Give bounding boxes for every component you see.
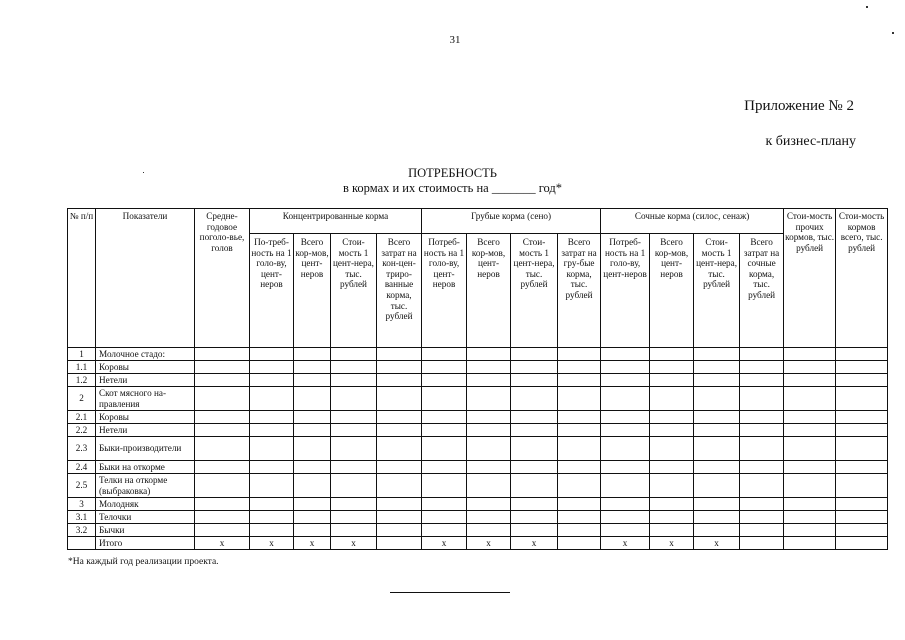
- table-cell: [511, 511, 558, 524]
- table-row: [68, 374, 888, 387]
- header-juicy: Сочные корма (силос, сенаж): [601, 209, 784, 234]
- header-coarse-cost: Всего затрат на гру-бые корма, тыс. рублей: [558, 234, 601, 348]
- table-cell: [601, 511, 650, 524]
- scan-speck: [143, 172, 144, 173]
- total-cell: x: [650, 537, 694, 550]
- header-conc-need: По-треб-ность на 1 голо-ву, цент-неров: [250, 234, 294, 348]
- table-cell: [558, 524, 601, 537]
- table-cell: [558, 361, 601, 374]
- table-cell: [836, 461, 888, 474]
- table-cell: [467, 411, 511, 424]
- table-cell: [331, 511, 377, 524]
- table-row: [68, 424, 888, 437]
- table-cell: [784, 498, 836, 511]
- total-cell: x: [467, 537, 511, 550]
- header-indicator: Показатели: [96, 209, 195, 348]
- total-cell: x: [694, 537, 740, 550]
- table-row: [68, 387, 888, 411]
- table-cell: [836, 387, 888, 411]
- row-indicator: Телки на откорме (выбраковка): [96, 474, 195, 498]
- total-cell: x: [422, 537, 467, 550]
- table-cell: [836, 361, 888, 374]
- table-cell: [377, 524, 422, 537]
- table-cell: [601, 411, 650, 424]
- table-cell: [601, 524, 650, 537]
- table-cell: [650, 374, 694, 387]
- table-row: [68, 511, 888, 524]
- table-cell: [250, 461, 294, 474]
- header-conc-cost: Всего затрат на кон-цен-триро-ванные корма, тыс. рублей: [377, 234, 422, 348]
- document-title-main: ПОТРЕБНОСТЬ: [408, 166, 497, 180]
- row-indicator: Телочки: [96, 511, 195, 524]
- table-cell: [650, 437, 694, 461]
- table-cell: [650, 361, 694, 374]
- row-indicator: Молодняк: [96, 498, 195, 511]
- table-cell: [694, 424, 740, 437]
- header-total-cost: Стои-мость кормов всего, тыс. рублей: [836, 209, 888, 348]
- table-cell: [377, 424, 422, 437]
- table-cell: [250, 524, 294, 537]
- table-cell: [511, 474, 558, 498]
- table-cell: [836, 437, 888, 461]
- row-number: 1.1: [68, 361, 96, 374]
- table-row: [68, 498, 888, 511]
- header-other-cost: Стои-мость прочих кормов, тыс. рублей: [784, 209, 836, 348]
- table-cell: [377, 374, 422, 387]
- table-cell: [195, 474, 250, 498]
- table-cell: [467, 361, 511, 374]
- row-indicator: Быки на откорме: [96, 461, 195, 474]
- total-cell: [784, 537, 836, 550]
- table-cell: [294, 524, 331, 537]
- header-juicy-total: Всего кор-мов, цент-неров: [650, 234, 694, 348]
- table-cell: [694, 387, 740, 411]
- table-cell: [740, 348, 784, 361]
- table-cell: [467, 461, 511, 474]
- table-cell: [650, 424, 694, 437]
- table-cell: [294, 387, 331, 411]
- table-row: [68, 474, 888, 498]
- row-number: 2.3: [68, 437, 96, 461]
- row-indicator: Молочное стадо:: [96, 348, 195, 361]
- table-cell: [558, 474, 601, 498]
- table-cell: [694, 361, 740, 374]
- row-indicator: Быки-производители: [96, 437, 195, 461]
- table-cell: [650, 524, 694, 537]
- table-cell: [331, 461, 377, 474]
- table-cell: [195, 437, 250, 461]
- document-title-sub: в кормах и их стоимость на _______ год*: [342, 181, 563, 195]
- table-cell: [511, 524, 558, 537]
- table-cell: [650, 411, 694, 424]
- table-cell: [694, 437, 740, 461]
- table-cell: [511, 461, 558, 474]
- table-cell: [511, 437, 558, 461]
- table-cell: [250, 474, 294, 498]
- table-cell: [740, 387, 784, 411]
- table-cell: [784, 348, 836, 361]
- table-cell: [250, 511, 294, 524]
- total-cell: x: [195, 537, 250, 550]
- table-cell: [836, 474, 888, 498]
- table-cell: [694, 524, 740, 537]
- row-indicator: Нетели: [96, 374, 195, 387]
- table-cell: [294, 361, 331, 374]
- table-cell: [784, 524, 836, 537]
- table-row: [68, 524, 888, 537]
- document-title: [0, 166, 905, 196]
- table-cell: [601, 498, 650, 511]
- table-body: [68, 348, 888, 550]
- row-indicator: Бычки: [96, 524, 195, 537]
- table-cell: [422, 461, 467, 474]
- table-cell: [740, 461, 784, 474]
- table-cell: [195, 374, 250, 387]
- table-cell: [294, 424, 331, 437]
- table-cell: [740, 474, 784, 498]
- row-indicator: Коровы: [96, 411, 195, 424]
- table-cell: [422, 411, 467, 424]
- table-cell: [377, 437, 422, 461]
- table-row: [68, 348, 888, 361]
- table-cell: [784, 461, 836, 474]
- table-cell: [601, 424, 650, 437]
- table-cell: [377, 498, 422, 511]
- table-cell: [784, 387, 836, 411]
- table-cell: [331, 474, 377, 498]
- table-cell: [250, 361, 294, 374]
- table-cell: [558, 498, 601, 511]
- table-cell: [694, 374, 740, 387]
- table-row: [68, 361, 888, 374]
- table-cell: [294, 474, 331, 498]
- row-number: 3.2: [68, 524, 96, 537]
- table-cell: [294, 348, 331, 361]
- total-cell: x: [294, 537, 331, 550]
- table-cell: [511, 498, 558, 511]
- table-cell: [601, 387, 650, 411]
- table-cell: [601, 461, 650, 474]
- table-cell: [467, 437, 511, 461]
- table-cell: [250, 498, 294, 511]
- header-coarse-total: Всего кор-мов, цент-неров: [467, 234, 511, 348]
- row-number: 2.5: [68, 474, 96, 498]
- row-number: 2.2: [68, 424, 96, 437]
- table-cell: [836, 511, 888, 524]
- signature-line: [390, 592, 510, 593]
- table-cell: [250, 374, 294, 387]
- table-row: [68, 411, 888, 424]
- table-cell: [331, 437, 377, 461]
- row-number: 3.1: [68, 511, 96, 524]
- table-cell: [836, 498, 888, 511]
- header-conc-total: Всего кор-мов, цент-неров: [294, 234, 331, 348]
- table-cell: [377, 461, 422, 474]
- table-cell: [331, 348, 377, 361]
- table-cell: [836, 424, 888, 437]
- table-cell: [694, 461, 740, 474]
- table-cell: [650, 511, 694, 524]
- table-cell: [294, 374, 331, 387]
- table-cell: [601, 348, 650, 361]
- header-coarse: Грубые корма (сено): [422, 209, 601, 234]
- table-cell: [294, 511, 331, 524]
- table-cell: [740, 411, 784, 424]
- row-indicator: Коровы: [96, 361, 195, 374]
- table-cell: [784, 511, 836, 524]
- table-cell: [740, 374, 784, 387]
- total-row-num: [68, 537, 96, 550]
- total-label: Итого: [96, 537, 195, 550]
- header-conc-price: Стои-мость 1 цент-нера, тыс. рублей: [331, 234, 377, 348]
- scan-speck: [892, 32, 894, 34]
- table-cell: [467, 474, 511, 498]
- table-cell: [250, 348, 294, 361]
- table-cell: [250, 424, 294, 437]
- table-cell: [694, 511, 740, 524]
- table-cell: [422, 498, 467, 511]
- table-cell: [511, 424, 558, 437]
- row-indicator: Скот мясного на-правления: [96, 387, 195, 411]
- table-cell: [784, 374, 836, 387]
- total-cell: [558, 537, 601, 550]
- header-coarse-need: Потреб-ность на 1 голо-ву, цент-неров: [422, 234, 467, 348]
- table-cell: [195, 361, 250, 374]
- table-cell: [558, 437, 601, 461]
- table-cell: [650, 498, 694, 511]
- table-cell: [377, 511, 422, 524]
- table-cell: [422, 387, 467, 411]
- table-cell: [694, 348, 740, 361]
- row-number: 2.4: [68, 461, 96, 474]
- row-number: 2: [68, 387, 96, 411]
- total-cell: x: [511, 537, 558, 550]
- table-cell: [377, 474, 422, 498]
- table-cell: [601, 474, 650, 498]
- table-cell: [558, 374, 601, 387]
- table-cell: [511, 387, 558, 411]
- table-cell: [784, 437, 836, 461]
- table-cell: [601, 361, 650, 374]
- table-row: [68, 437, 888, 461]
- table-cell: [294, 411, 331, 424]
- table-cell: [195, 424, 250, 437]
- table-cell: [467, 511, 511, 524]
- table-cell: [377, 361, 422, 374]
- table-cell: [601, 374, 650, 387]
- table-cell: [694, 411, 740, 424]
- total-cell: x: [601, 537, 650, 550]
- table-cell: [422, 424, 467, 437]
- table-cell: [422, 437, 467, 461]
- table-cell: [422, 361, 467, 374]
- row-number: 2.1: [68, 411, 96, 424]
- table-cell: [558, 424, 601, 437]
- header-juicy-price: Стои-мость 1 цент-нера, тыс. рублей: [694, 234, 740, 348]
- total-row: [68, 537, 888, 550]
- header-concentrated: Концентрированные корма: [250, 209, 422, 234]
- table-cell: [195, 498, 250, 511]
- table-cell: [784, 424, 836, 437]
- table-cell: [377, 348, 422, 361]
- table-cell: [650, 348, 694, 361]
- table-cell: [250, 437, 294, 461]
- scan-speck: [866, 6, 868, 8]
- table-cell: [836, 348, 888, 361]
- table-cell: [331, 361, 377, 374]
- header-coarse-price: Стои-мость 1 цент-нера, тыс. рублей: [511, 234, 558, 348]
- table-cell: [331, 524, 377, 537]
- table-cell: [650, 461, 694, 474]
- table-cell: [422, 524, 467, 537]
- table-cell: [195, 387, 250, 411]
- table-cell: [740, 437, 784, 461]
- table-cell: [467, 524, 511, 537]
- table-cell: [294, 437, 331, 461]
- page-number: 31: [449, 34, 461, 46]
- table-cell: [558, 411, 601, 424]
- table-cell: [511, 374, 558, 387]
- table-cell: [558, 387, 601, 411]
- table-cell: [195, 461, 250, 474]
- row-number: 1.2: [68, 374, 96, 387]
- table-cell: [467, 498, 511, 511]
- row-number: 3: [68, 498, 96, 511]
- header-juicy-cost: Всего затрат на сочные корма, тыс. рублей: [740, 234, 784, 348]
- table-cell: [195, 411, 250, 424]
- table-cell: [650, 387, 694, 411]
- table-cell: [511, 348, 558, 361]
- table-cell: [422, 348, 467, 361]
- table-cell: [250, 411, 294, 424]
- table-cell: [694, 474, 740, 498]
- table-cell: [331, 411, 377, 424]
- table-cell: [784, 361, 836, 374]
- table-cell: [601, 437, 650, 461]
- total-cell: [836, 537, 888, 550]
- table-cell: [422, 474, 467, 498]
- table-cell: [331, 498, 377, 511]
- header-avg-count: Средне-годовое поголо-вье, голов: [195, 209, 250, 348]
- table-cell: [650, 474, 694, 498]
- table-cell: [784, 474, 836, 498]
- table-cell: [740, 524, 784, 537]
- table-cell: [740, 361, 784, 374]
- table-cell: [467, 387, 511, 411]
- table-cell: [467, 348, 511, 361]
- table-cell: [195, 511, 250, 524]
- table-cell: [511, 411, 558, 424]
- table-cell: [836, 524, 888, 537]
- table-cell: [740, 498, 784, 511]
- table-cell: [294, 461, 331, 474]
- total-cell: x: [331, 537, 377, 550]
- table-cell: [467, 374, 511, 387]
- header-juicy-need: Потреб-ность на 1 голо-ву, цент-неров: [601, 234, 650, 348]
- table-cell: [422, 374, 467, 387]
- row-number: 1: [68, 348, 96, 361]
- table-cell: [195, 348, 250, 361]
- row-indicator: Нетели: [96, 424, 195, 437]
- table-cell: [836, 374, 888, 387]
- footnote: *На каждый год реализации проекта.: [68, 557, 219, 567]
- table-cell: [467, 424, 511, 437]
- header-num: № п/п: [68, 209, 96, 348]
- table-cell: [331, 424, 377, 437]
- table-cell: [377, 387, 422, 411]
- total-cell: x: [250, 537, 294, 550]
- table-cell: [250, 387, 294, 411]
- feed-requirements-table: [67, 208, 888, 550]
- appendix-subtitle: к бизнес-плану: [765, 134, 856, 149]
- table-cell: [558, 461, 601, 474]
- table-cell: [694, 498, 740, 511]
- table-cell: [422, 511, 467, 524]
- table-cell: [740, 511, 784, 524]
- appendix-title: Приложение № 2: [744, 98, 854, 114]
- table-cell: [511, 361, 558, 374]
- table-cell: [784, 411, 836, 424]
- table-cell: [740, 424, 784, 437]
- table-cell: [195, 524, 250, 537]
- total-cell: [740, 537, 784, 550]
- table-cell: [558, 511, 601, 524]
- table-cell: [558, 348, 601, 361]
- table-cell: [331, 387, 377, 411]
- table-cell: [377, 411, 422, 424]
- total-cell: [377, 537, 422, 550]
- table-cell: [836, 411, 888, 424]
- table-cell: [294, 498, 331, 511]
- table-row: [68, 461, 888, 474]
- table-cell: [331, 374, 377, 387]
